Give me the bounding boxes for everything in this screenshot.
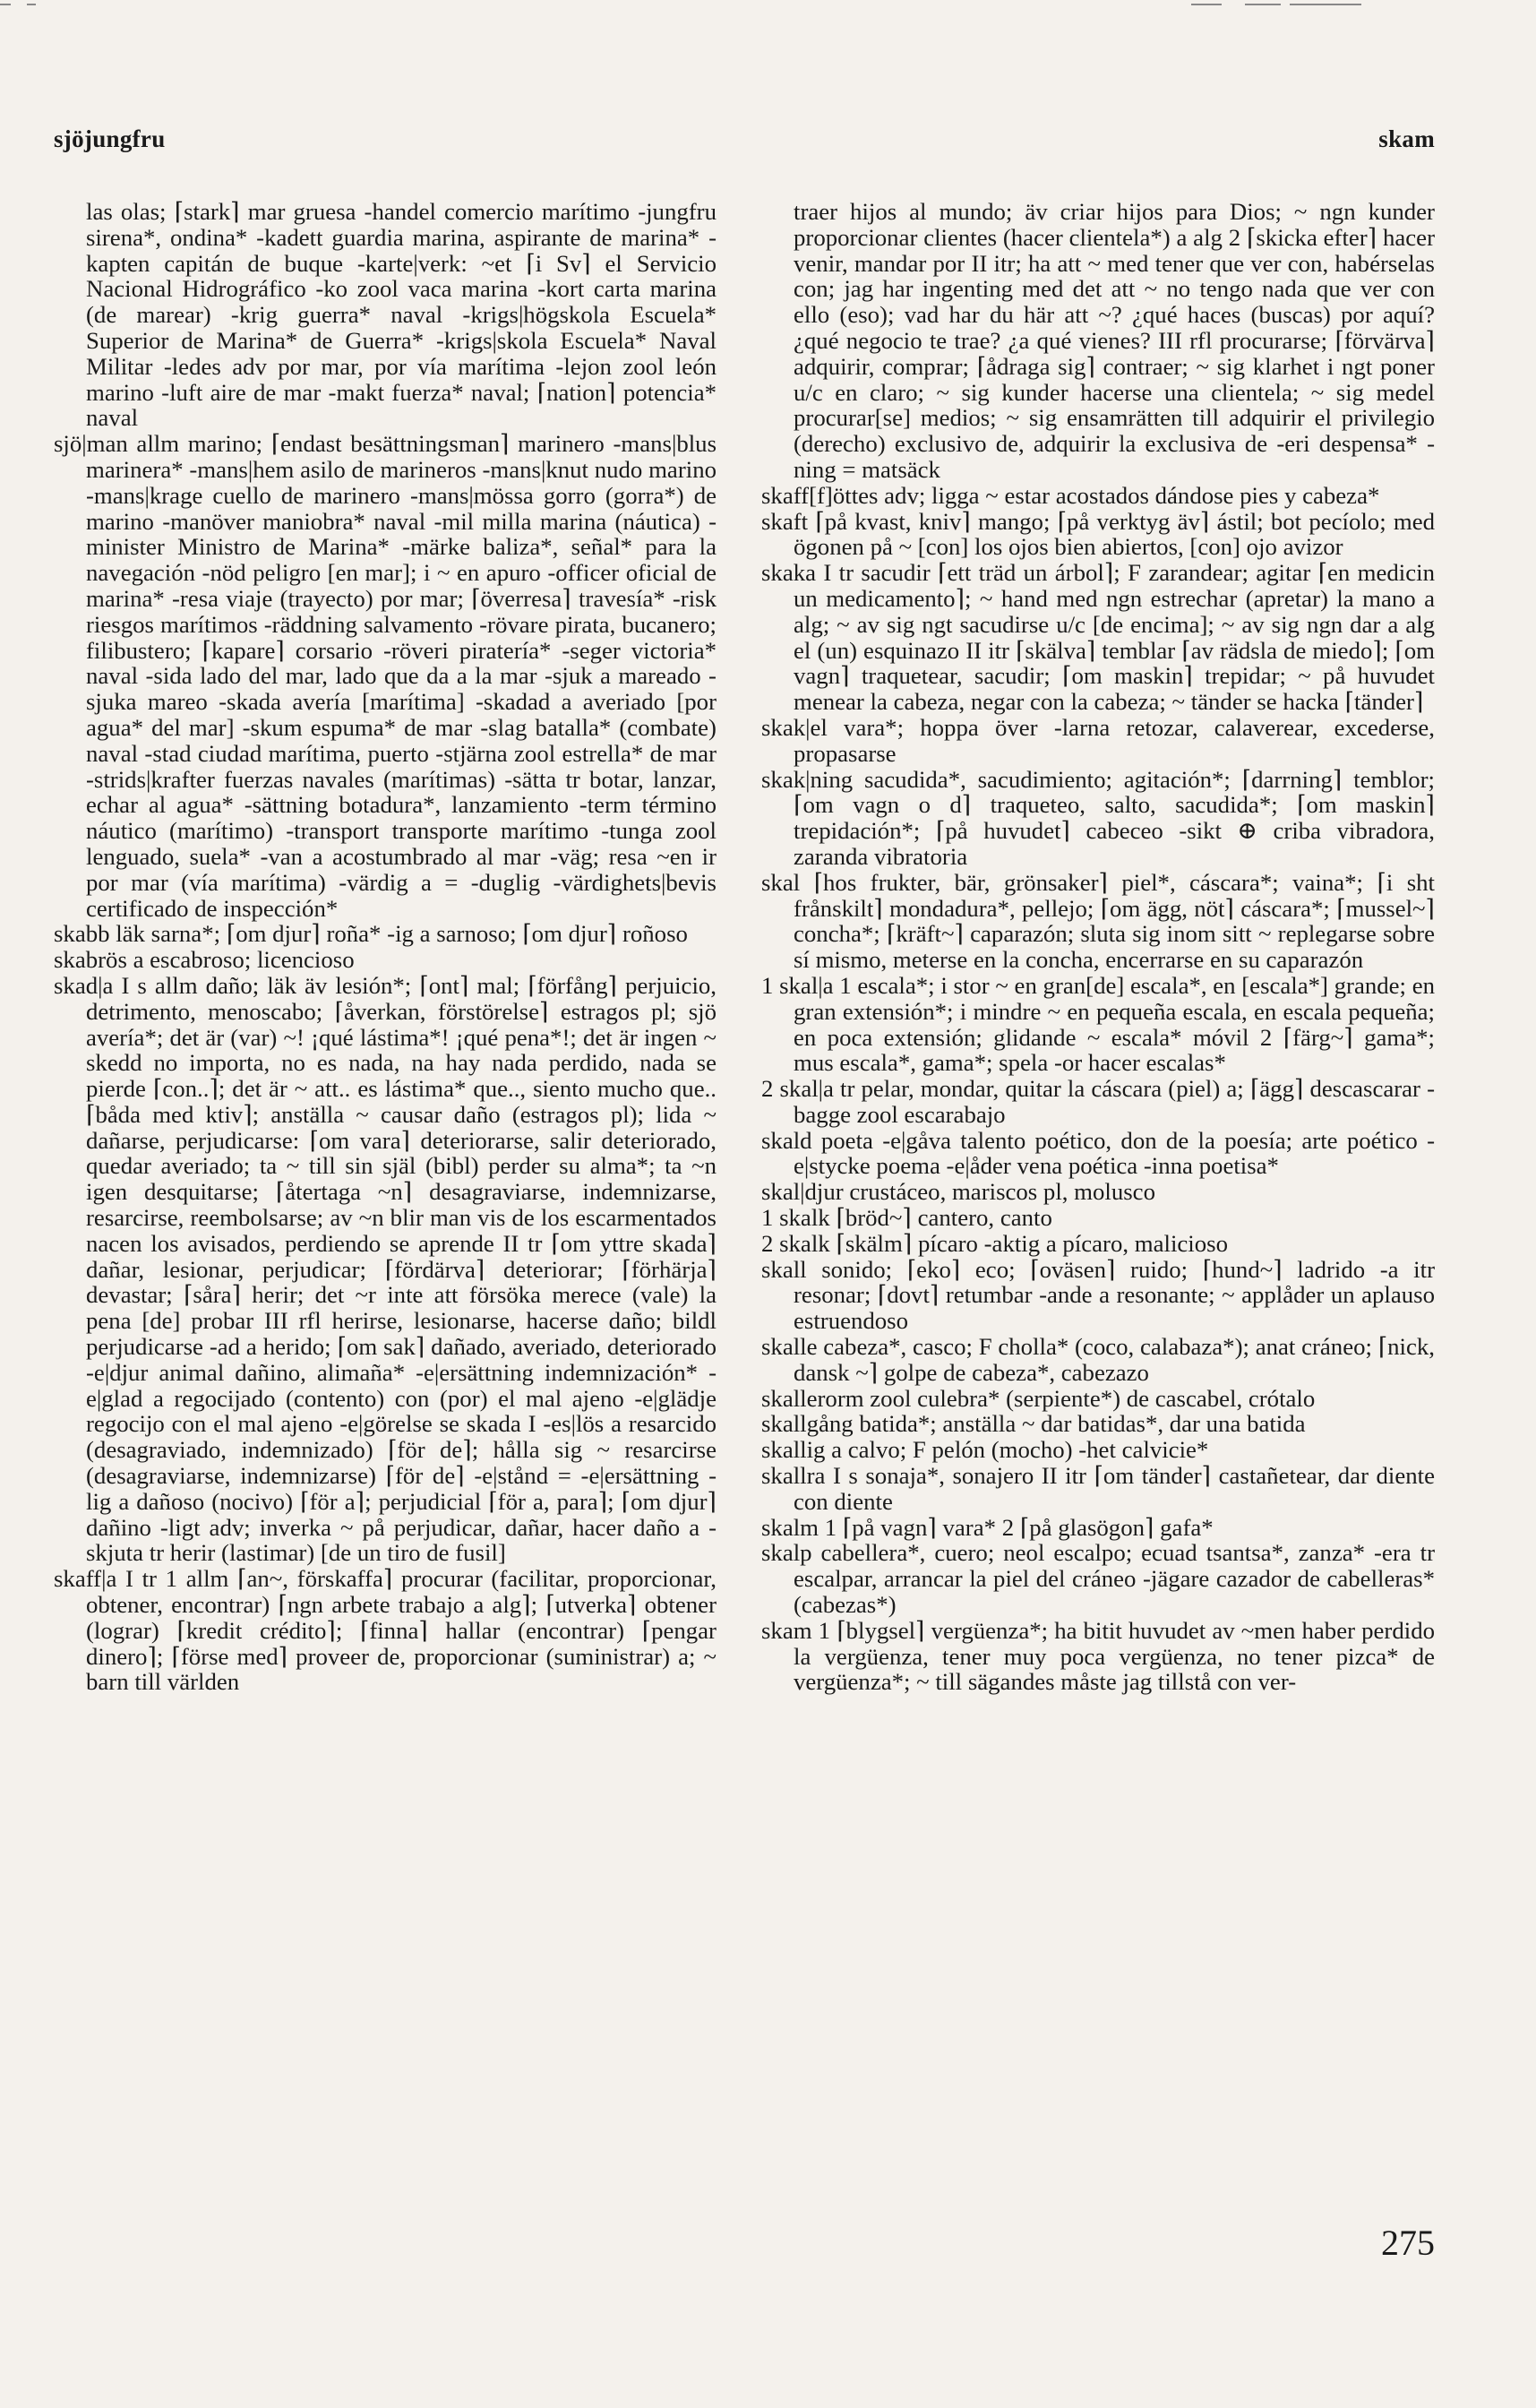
dictionary-entry: 1 skalk ⌈bröd~⌉ cantero, canto	[761, 1204, 1052, 1232]
running-head-left: sjöjungfru	[54, 125, 166, 152]
dictionary-entry: 2 skalk ⌈skälm⌉ pícaro -aktig a pícaro, malicioso	[761, 1229, 1228, 1257]
dictionary-entry: skaff[f]öttes adv; ligga ~ estar acostados dándose pies y cabeza*	[761, 481, 1380, 509]
running-head-right: skam	[1378, 125, 1435, 152]
dictionary-entry: skall sonido; ⌈eko⌉ eco; ⌈oväsen⌉ ruido; ⌈hund~⌉ ladrido -a itr resonar; ⌈dovt⌉ retumbar -ande a resonante; ~ applåder un aplauso estruendoso	[761, 1255, 1435, 1335]
dictionary-entry: skalp cabellera*, cuero; neol escalpo; ecuad tsantsa*, zanza* -era tr escalpar, arrancar la piel del cráneo -jägare cazador de cabelleras* (cabezas*)	[761, 1539, 1435, 1619]
dictionary-entry: skallgång batida*; anställa ~ dar batidas*, dar una batida	[761, 1410, 1306, 1438]
left-column	[54, 199, 717, 1695]
dictionary-entry: skaft ⌈på kvast, kniv⌉ mango; ⌈på verktyg äv⌉ ástil; bot pecíolo; med ögonen på ~ [con] los ojos bien abiertos, [con] ojo avizor	[761, 507, 1435, 561]
dictionary-entry: skalm 1 ⌈på vagn⌉ vara* 2 ⌈på glasögon⌉ gafa*	[761, 1513, 1214, 1541]
dictionary-entry: sjö|man allm marino; ⌈endast besättningsman⌉ marinero -mans|blus marinera* -mans|hem asilo de marineros -mans|knut nudo marino -mans|krage cuello de marinero -mans|mössa gorro (gorra*) de marino -manöver maniobra* naval -mil milla marina (náutica) -minister Ministro de Marina* -märke baliza*, señal* para la navegación -nöd peligro [en mar]; i ~ en apuro -officer oficial de marina* -resa viaje (trayecto) por mar; ⌈överresa⌉ travesía* -risk riesgos marítimos -räddning salvamento -rövare pirata, bucanero; filibustero; ⌈kapare⌉ corsario -röveri piratería* -seger victoria* naval -sida lado del mar, lado que da a la mar -sjuk a mareado -sjuka mareo -skada avería [marítima] -skadad a averiado [por agua* del mar] -skum espuma* de mar -slag batalla* (combate) naval -stad ciudad marítima, puerto -stjärna zool estrella* de mar -strids|krafter fuerzas navales (marítimas) -sätta tr botar, lanzar, echar al agua* -sättning botadura*, lanzamiento -term término náutico (marítimo) -transport transporte marítimo -tunga zool lenguado, suela* -van a acostumbrado al mar -väg; resa ~en ir por mar (vía marítima) -värdig a = -duglig -värdighets|bevis certificado de inspección*	[54, 430, 717, 922]
dictionary-entry: skak|el vara*; hoppa över -larna retozar, calaverear, excederse, propasarse	[761, 713, 1435, 767]
dictionary-entry: skak|ning sacudida*, sacudimiento; agitación*; ⌈darrning⌉ temblor; ⌈om vagn o d⌉ traqueteo, salto, sacudida*; ⌈om maskin⌉ trepidación*; ⌈på huvudet⌉ cabeceo -sikt ⊕ criba vibradora, zaranda vibratoria	[761, 765, 1435, 870]
top-scan-edge	[0, 0, 1536, 9]
dictionary-entry: skallig a calvo; F pelón (mocho) -het calvicie*	[761, 1436, 1209, 1464]
dictionary-entry: las olas; ⌈stark⌉ mar gruesa -handel comercio marítimo -jungfru sirena*, ondina* -kadett guardia marina, aspirante de marina* -kapten capitán de buque -karte|verk: ~et ⌈i Sv⌉ el Servicio Nacional Hidrográfico -ko zool vaca marina -kort carta marina (de marear) -krig guerra* naval -krigs|högskola Escuela* Superior de Marina* de Guerra* -krigs|skola Escuela* Naval Militar -ledes adv por mar, por vía marítima -lejon zool león marino -luft aire de mar -makt fuerza* naval; ⌈nation⌉ potencia* naval	[86, 198, 717, 432]
dictionary-entry: traer hijos al mundo; äv criar hijos para Dios; ~ ngn kunder proporcionar clientes (hacer clientela*) a alg 2 ⌈skicka efter⌉ hacer venir, mandar por II itr; ha att ~ med tener que ver con, habérselas con; jag har ingenting med det att ~ no tengo nada que ver con ello (eso); vad har du här att ~? ¿qué haces (buscas) por aquí? ¿qué negocio te trae? ¿a qué vienes? III rfl procurarse; ⌈förvärva⌉ adquirir, comprar; ⌈ådraga sig⌉ contraer; ~ sig klarhet i ngt poner u/c en claro; ~ sig kunder hacerse una clientela; ~ sig medel procurar[se] medios; ~ sig ensamrätten till adquirir el privilegio (derecho) exclusivo de, adquirir la exclusiva de -eri despensa* -ning = matsäck	[794, 198, 1435, 483]
page-number: 275	[1381, 2223, 1435, 2263]
right-column	[761, 199, 1435, 1695]
dictionary-entry: skaff|a I tr 1 allm ⌈an~, förskaffa⌉ procurar (facilitar, proporcionar, obtener, encontrar) ⌈ngn arbete trabajo a alg⌉; ⌈utverka⌉ obtener (lograr) ⌈kredit crédito⌉; ⌈finna⌉ hallar (encontrar) ⌈pengar dinero⌉; ⌈förse med⌉ proveer de, proporcionar (suministrar) a; ~ barn till världen	[54, 1565, 717, 1696]
dictionary-entry: skabrös a escabroso; licencioso	[54, 946, 355, 974]
dictionary-entry: skallra I s sonaja*, sonajero II itr ⌈om tänder⌉ castañetear, dar diente con diente	[761, 1462, 1435, 1515]
dictionary-entry: skal ⌈hos frukter, bär, grönsaker⌉ piel*, cáscara*; vaina*; ⌈i sht frånskilt⌉ mondadura*, pellejo; ⌈om ägg, nöt⌉ cáscara*; ⌈mussel~⌉ concha*; ⌈kräft~⌉ caparazón; sluta sig inom sitt ~ replegarse sobre sí mismo, meterse en la concha, encerrarse en su caparazón	[761, 868, 1435, 974]
dictionary-entry: skald poeta -e|gåva talento poético, don de la poesía; arte poético -e|stycke poema -e|åder vena poética -inna poetisa*	[761, 1126, 1435, 1180]
dictionary-entry: skalle cabeza*, casco; F cholla* (coco, calabaza*); anat cráneo; ⌈nick, dansk ~⌉ golpe de cabeza*, cabezazo	[761, 1333, 1435, 1386]
dictionary-entry: 2 skal|a tr pelar, mondar, quitar la cáscara (piel) a; ⌈ägg⌉ descascarar -bagge zool escarabajo	[761, 1075, 1435, 1128]
dictionary-entry: skam 1 ⌈blygsel⌉ vergüenza*; ha bitit huvudet av ~men haber perdido la vergüenza, tener muy poca vergüenza, no tener pizca* de vergüenza*; ~ till sägandes måste jag tillstå con ver-	[761, 1616, 1435, 1696]
dictionary-entry: skallerorm zool culebra* (serpiente*) de cascabel, crótalo	[761, 1384, 1316, 1412]
dictionary-entry: skaka I tr sacudir ⌈ett träd un árbol⌉; F zarandear; agitar ⌈en medicin un medicamento⌉; ~ hand med ngn estrechar (apretar) la mano a alg; ~ av sig ngt sacudirse u/c [de encima]; ~ av sig ngn dar a alg el (un) esquinazo II itr ⌈skälva⌉ temblar ⌈av rädsla de miedo⌉; ⌈om vagn⌉ traquetear, sacudir; ⌈om maskin⌉ trepidar; ~ på huvudet menear la cabeza, negar con la cabeza; ~ tänder se hacka ⌈tänder⌉	[761, 559, 1435, 716]
dictionary-entry: 1 skal|a 1 escala*; i stor ~ en gran[de] escala*, en [escala*] grande; en gran extensión*; i mindre ~ en pequeña escala, en escala pequeña; en poca extensión; glidande ~ escala* móvil 2 ⌈färg~⌉ gama*; mus escala*, gama*; spela -or hacer escalas*	[761, 971, 1435, 1077]
dictionary-entry: skabb läk sarna*; ⌈om djur⌉ roña* -ig a sarnoso; ⌈om djur⌉ roñoso	[54, 920, 688, 948]
dictionary-entry: skal|djur crustáceo, mariscos pl, molusco	[761, 1178, 1155, 1206]
dictionary-entry: skad|a I s allm daño; läk äv lesión*; ⌈ont⌉ mal; ⌈förfång⌉ perjuicio, detrimento, menoscabo; ⌈åverkan, förstörelse⌉ estragos pl; sjö avería*; det är (var) ~! ¡qué lástima*! ¡qué pena*!; det är ingen ~ skedd no importa, no es nada, na hay nada perdido, nada se pierde ⌈con..⌉; det är ~ att.. es lástima* que.., siento mucho que.. ⌈båda med ktiv⌉; anställa ~ causar daño (estragos pl); lida ~ dañarse, perjudicarse: ⌈om vara⌉ deteriorarse, salir deteriorado, quedar averiado; ta ~ till sin själ (bibl) perder su alma*; ta ~n igen desquitarse; ⌈återtaga ~n⌉ desagraviarse, indemnizarse, resarcirse, reembolsarse; av ~n blir man vis de los escarmentados nacen los avisados, perdiendo se aprende II tr ⌈om yttre skada⌉ dañar, lesionar, perjudicar; ⌈fördärva⌉ deteriorar; ⌈förhärja⌉ devastar; ⌈såra⌉ herir; det ~r inte att försöka merece (vale) la pena [de] probar III rfl herirse, lesionarse, hacerse daño; bildl perjudicarse -ad a herido; ⌈om sak⌉ dañado, averiado, deteriorado -e|djur animal dañino, alimaña* -e|ersättning indemnización* -e|glad a regocijado (contento) con (por) el mal ajeno -e|glädje regocijo con el mal ajeno -e|görelse se skada I -es|lös a resarcido (desagraviado, indemnizado) ⌈för de⌉; hålla sig ~ resarcirse (desagraviarse, indemnizarse) ⌈för de⌉ -e|stånd = -e|ersättning -lig a dañoso (nocivo) ⌈för a⌉; perjudicial ⌈för a, para⌉; ⌈om djur⌉ dañino -ligt adv; inverka ~ på perjudicar, dañar, hacer daño a -skjuta tr herir (lastimar) [de un tiro de fusil]	[54, 971, 717, 1567]
